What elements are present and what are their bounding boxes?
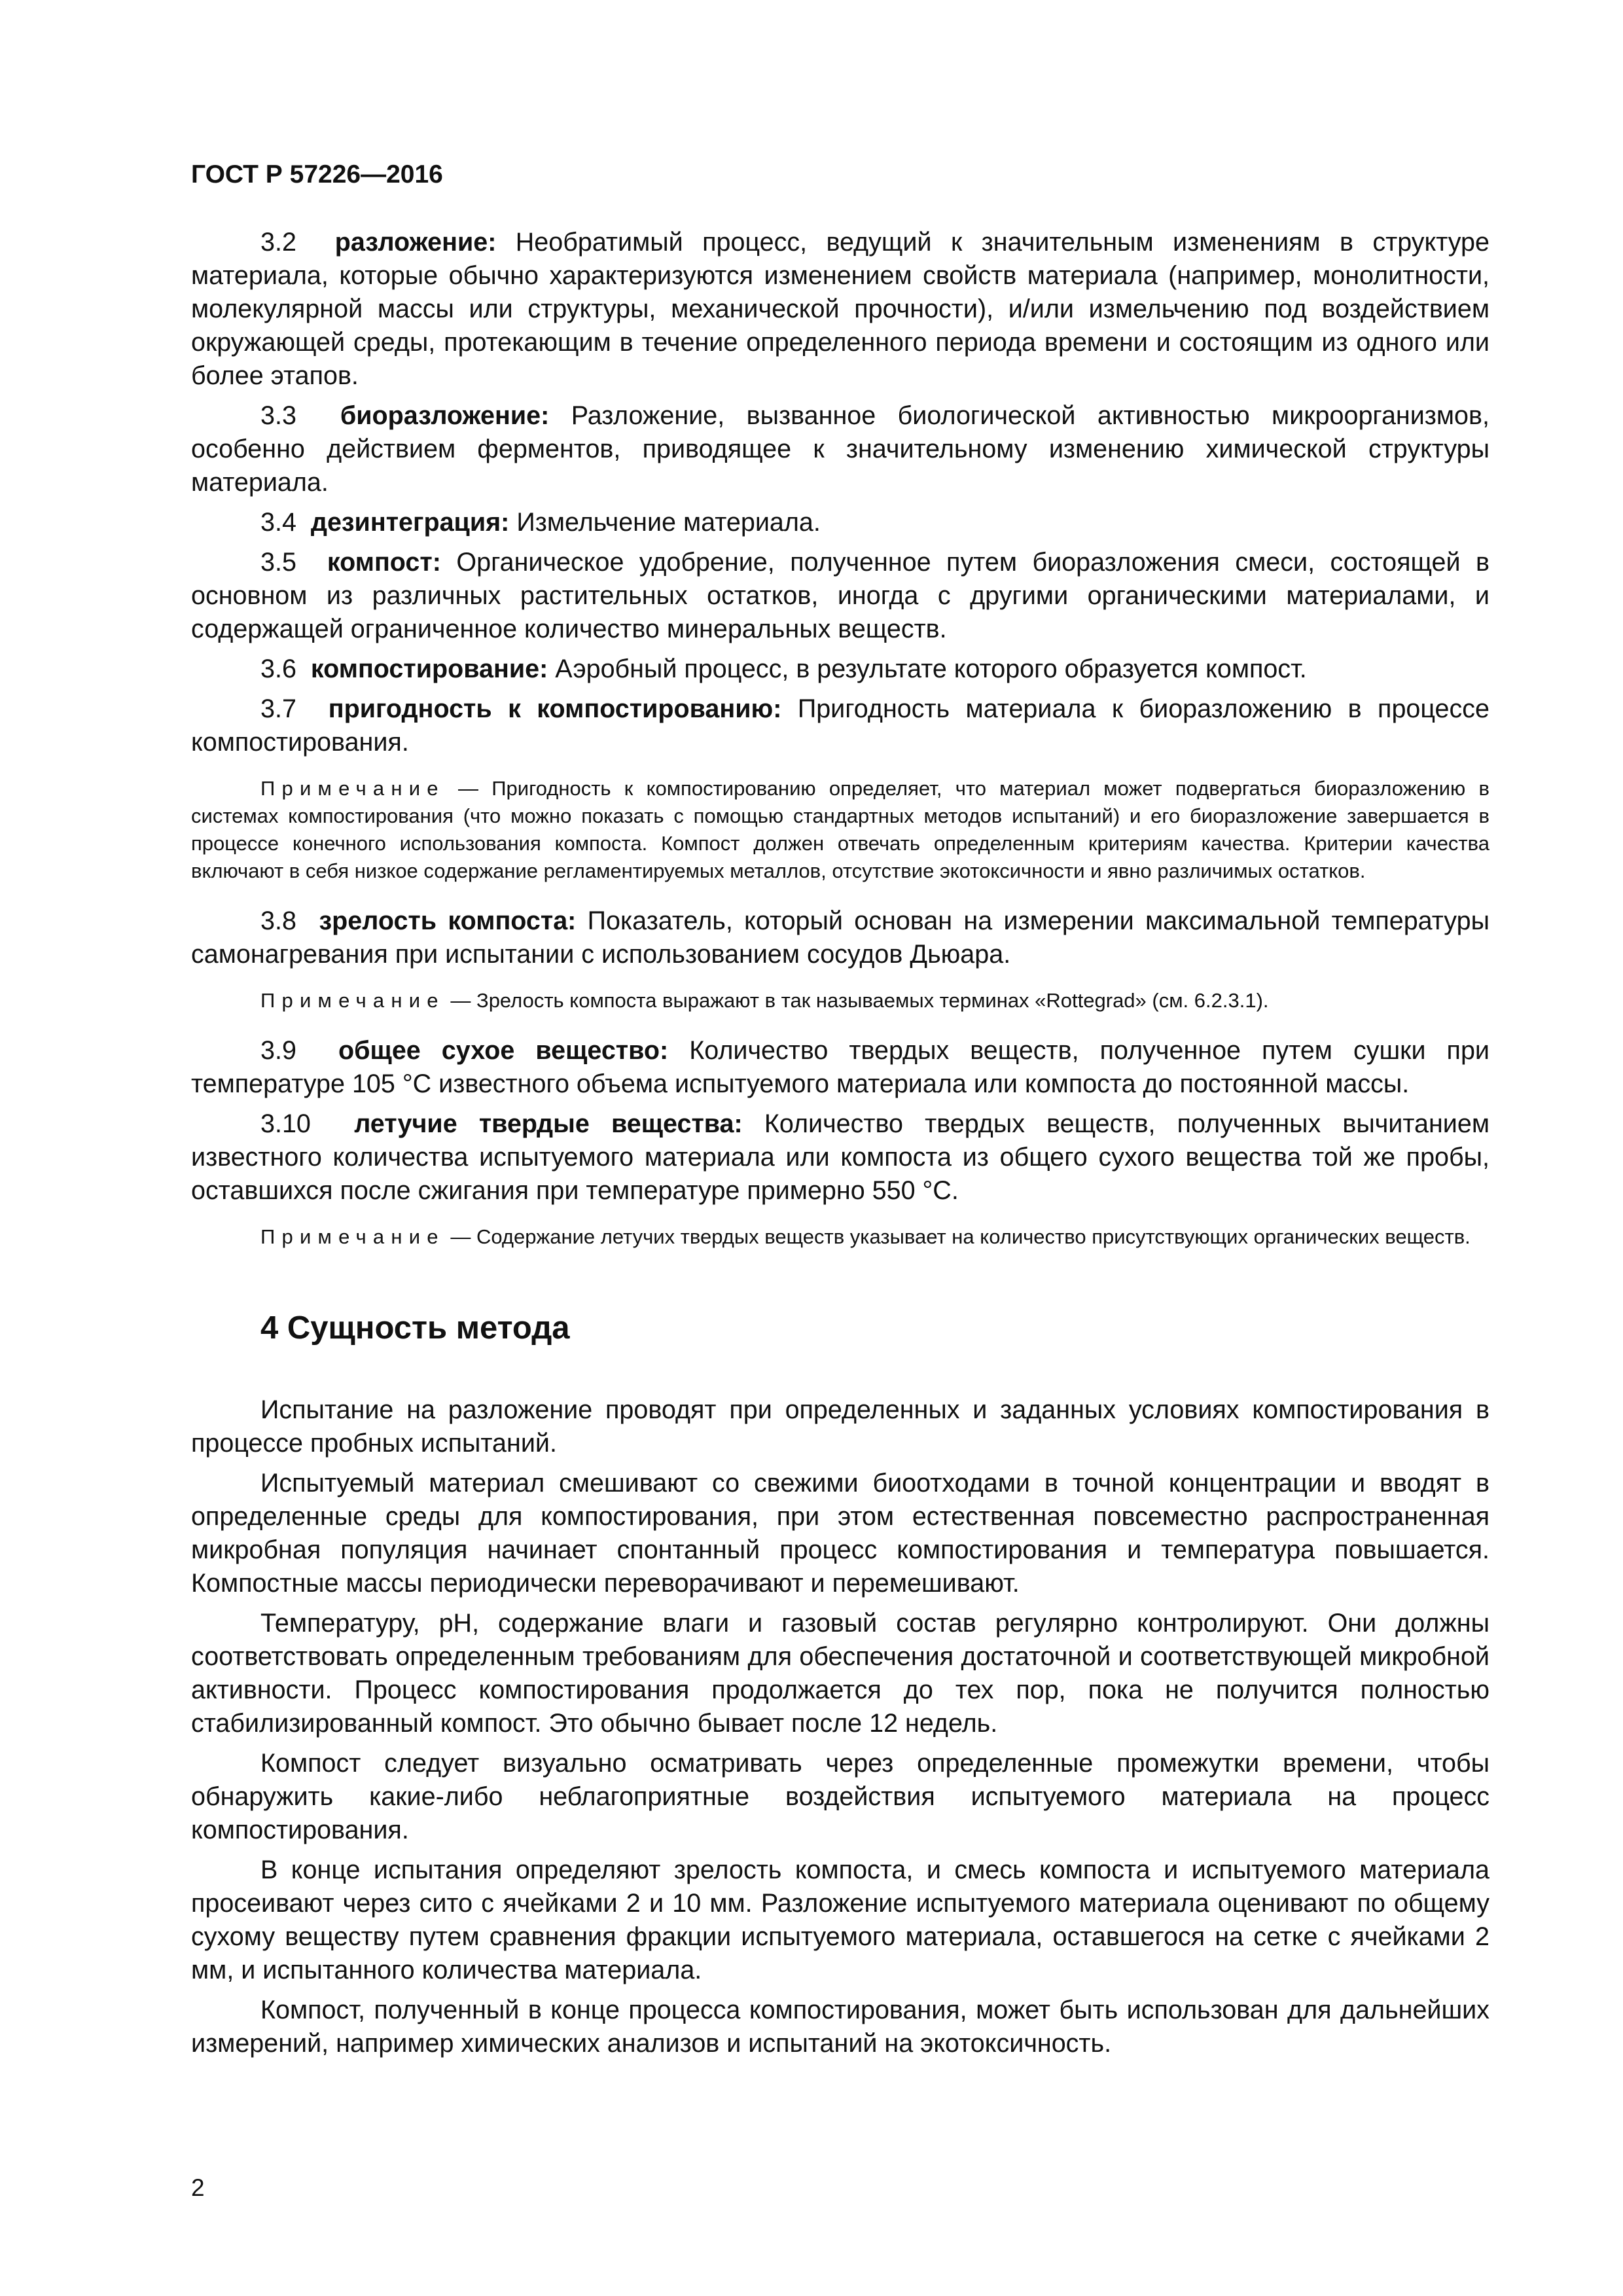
section-heading: 4 Сущность метода: [260, 1310, 570, 1346]
definition-text: Разложение, вызванное биологической активностью микроорганизмов, особенно действием ферментов, приводящее к значительному изменению химической структуры материала.: [191, 401, 1489, 497]
clause-number: 3.7: [260, 694, 296, 723]
definition-paragraph: [191, 226, 1489, 393]
definition-paragraph: [191, 506, 1489, 539]
clause-number: 3.2: [260, 228, 296, 257]
definition-paragraph: [191, 905, 1489, 971]
clause-number: 3.10: [260, 1109, 311, 1138]
term: зрелость компоста:: [319, 906, 577, 935]
definition-paragraph: [191, 653, 1489, 686]
term: разложение:: [334, 228, 497, 257]
term: дезинтеграция:: [310, 508, 510, 537]
note-paragraph: [191, 1223, 1489, 1251]
clause-number: 3.3: [260, 401, 296, 430]
definition-text: Показатель, который основан на измерении максимальной температуры самонагревания при испытании с использованием сосудов Дьюара.: [191, 906, 1489, 969]
definition-text: Аэробный процесс, в результате которого образуется компост.: [555, 655, 1307, 683]
body-paragraph: Испытание на разложение проводят при определенных и заданных условиях компостирования в процессе пробных испытаний.: [191, 1395, 1489, 1458]
body-paragraph: Компост, полученный в конце процесса компостирования, может быть использован для дальнейших измерений, например химических анализов и испытаний на экотоксичность.: [191, 1996, 1489, 2058]
body-paragraph: В конце испытания определяют зрелость компоста, и смесь компоста и испытуемого материала просеивают через сито с ячейками 2 и 10 мм. Разложение испытуемого материала оценивают по общему сухому веществу путем сравнения фракции испытуемого материала, оставшегося на сетке с ячейками 2 мм, и испытанного количества материала.: [191, 1856, 1489, 1984]
clause-number: 3.8: [260, 906, 296, 935]
definition-text: Измельчение материала.: [516, 508, 821, 537]
page-content: [191, 226, 1489, 2067]
note-text: — Зрелость компоста выражают в так называемых терминах «Rottegrad» (см. 6.2.3.1).: [450, 989, 1269, 1012]
definition-text: Пригодность материала к биоразложению в процессе компостирования.: [191, 694, 1489, 757]
definition-text: Органическое удобрение, полученное путем биоразложения смеси, состоящей в основном из различных растительных остатков, иногда с другими органическими материалами, и содержащей ограниченное количество минеральных веществ.: [191, 548, 1489, 643]
term: компост:: [327, 548, 441, 577]
body-paragraph: Температуру, pH, содержание влаги и газовый состав регулярно контролируют. Они должны соответствовать определенным требованиям для обеспечения достаточной и соответствующей микробной активности. Процесс компостирования продолжается до тех пор, пока не получится полностью стабилизированный компост. Это обычно бывает после 12 недель.: [191, 1609, 1489, 1738]
term: пригодность к компостированию:: [328, 694, 782, 723]
definition-paragraph: [191, 1107, 1489, 1208]
body-paragraph: Испытуемый материал смешивают со свежими биоотходами в точной концентрации и вводят в определенные среды для компостирования, при этом естественная повсеместно распространенная микробная популяция начинает спонтанный процесс компостирования и температура повышается. Компостные массы периодически переворачивают и перемешивают.: [191, 1469, 1489, 1598]
definition-paragraph: [191, 1034, 1489, 1101]
document-code-header: ГОСТ Р 57226—2016: [191, 160, 443, 188]
note-paragraph: [191, 775, 1489, 885]
clause-number: 3.6: [260, 655, 296, 683]
note-text: — Содержание летучих твердых веществ указывает на количество присутствующих органических веществ.: [450, 1225, 1471, 1248]
clause-number: 3.5: [260, 548, 296, 577]
definition-text: Необратимый процесс, ведущий к значительным изменениям в структуре материала, которые обычно характеризуются изменением свойств материала (например, монолитности, молекулярной массы или структуры, механической прочности), и/или измельчению под воздействием окружающей среды, протекающим в течение определенного периода времени и состоящим из одного или более этапов.: [191, 228, 1489, 390]
body-paragraph: Компост следует визуально осматривать через определенные промежутки времени, чтобы обнаружить какие-либо неблагоприятные воздействия испытуемого материала на процесс компостирования.: [191, 1749, 1489, 1844]
clause-number: 3.9: [260, 1036, 296, 1065]
note-label: Примечание: [260, 777, 445, 800]
term: общее сухое вещество:: [338, 1036, 669, 1065]
term: летучие твердые вещества:: [354, 1109, 743, 1138]
definition-paragraph: [191, 546, 1489, 646]
note-text: — Пригодность к компостированию определяет, что материал может подвергаться биоразложению в системах компостирования (что можно показать с помощью стандартных методов испытаний) и его биоразложение завершается в процессе конечного использования компоста. Компост должен отвечать определенным критериям качества. Критерии качества включают в себя низкое содержание регламентируемых металлов, отсутствие экотоксичности и явно различимых остатков.: [191, 777, 1489, 882]
definition-text: Количество твердых веществ, полученных вычитанием известного количества испытуемого материала или компоста из общего сухого вещества той же пробы, оставшихся после сжигания при температуре примерно 550 °С.: [191, 1109, 1489, 1205]
note-paragraph: [191, 987, 1489, 1014]
page-number: 2: [191, 2174, 205, 2201]
definition-paragraph: [191, 399, 1489, 499]
note-label: Примечание: [260, 989, 445, 1012]
definition-paragraph: [191, 692, 1489, 759]
definition-text: Количество твердых веществ, полученное путем сушки при температуре 105 °С известного объема испытуемого материала или компоста до постоянной массы.: [191, 1036, 1489, 1098]
clause-number: 3.4: [260, 508, 296, 537]
note-label: Примечание: [260, 1225, 445, 1248]
term: биоразложение:: [340, 401, 550, 430]
term: компостирование:: [310, 655, 548, 683]
